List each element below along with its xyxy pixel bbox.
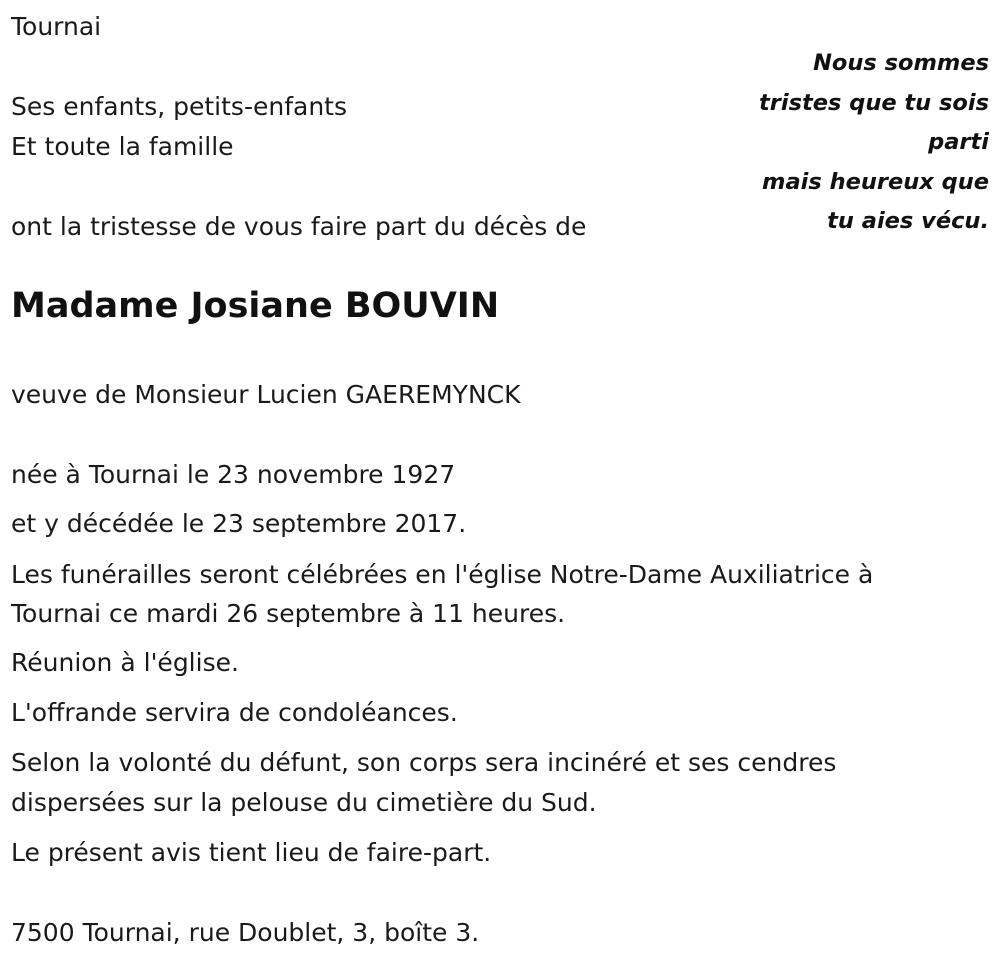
- deceased-name: Madame Josiane BOUVIN: [11, 286, 500, 326]
- memorial-quote: [739, 44, 989, 242]
- widow-of-line: veuve de Monsieur Lucien GAEREMYNCK: [11, 380, 521, 409]
- city-header: Tournai: [11, 12, 102, 41]
- notice-statement: Le présent avis tient lieu de faire-part.: [11, 838, 492, 867]
- funeral-line-2: Tournai ce mardi 26 septembre à 11 heures.: [11, 599, 566, 628]
- funeral-line-1: Les funérailles seront célébrées en l'église Notre-Dame Auxiliatrice à: [11, 560, 874, 589]
- quote-line-1: Nous sommes: [813, 50, 989, 76]
- meeting-line: Réunion à l'église.: [11, 648, 239, 677]
- cremation-line-2: dispersées sur la pelouse du cimetière du Sud.: [11, 788, 597, 817]
- death-line: et y décédée le 23 septembre 2017.: [11, 509, 467, 538]
- birth-line: née à Tournai le 23 novembre 1927: [11, 460, 456, 489]
- offering-line: L'offrande servira de condoléances.: [11, 698, 458, 727]
- family-line-1: Ses enfants, petits-enfants: [11, 92, 347, 121]
- announcement-text: ont la tristesse de vous faire part du décès de: [11, 212, 587, 241]
- quote-line-5: tu aies vécu.: [827, 208, 989, 234]
- address-line: 7500 Tournai, rue Doublet, 3, boîte 3.: [11, 918, 480, 947]
- cremation-line-1: Selon la volonté du défunt, son corps sera incinéré et ses cendres: [11, 748, 837, 777]
- quote-line-4: mais heureux que: [762, 168, 989, 195]
- family-line-2: Et toute la famille: [11, 132, 234, 161]
- quote-line-3: parti: [928, 129, 989, 155]
- quote-line-2: tristes que tu sois: [759, 89, 989, 116]
